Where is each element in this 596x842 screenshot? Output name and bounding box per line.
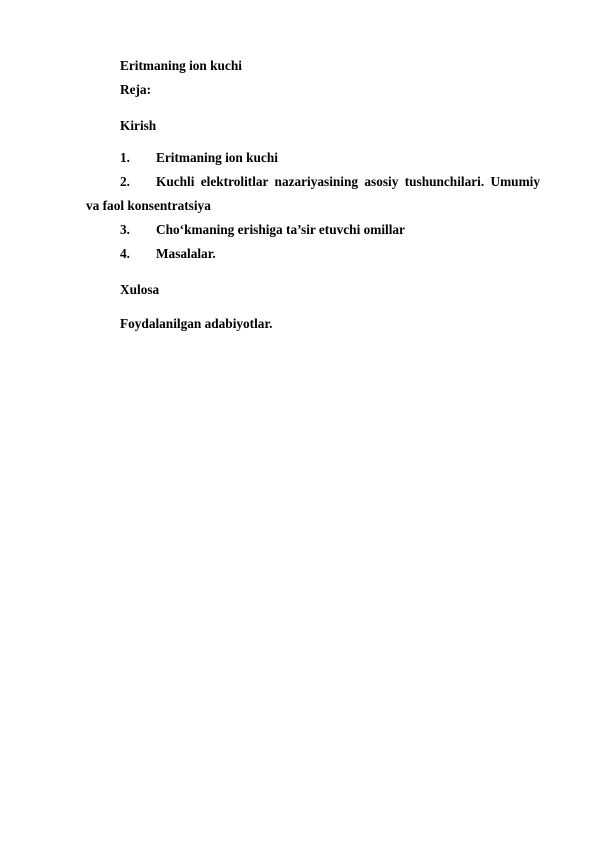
intro-heading: Kirish	[120, 118, 157, 133]
list-item-text: Kuchli elektrolitlar nazariyasining asosiy tushunchilari. Umumiy	[156, 174, 540, 189]
document-title: Eritmaning ion kuchi	[120, 58, 242, 73]
plan-label: Reja:	[120, 82, 152, 97]
list-item-number: 1.	[120, 150, 130, 165]
list-item-text: Masalalar.	[156, 246, 216, 261]
list-item-number: 3.	[120, 222, 130, 237]
list-item-number: 4.	[120, 246, 130, 261]
list-item-text: Cho‘kmaning erishiga ta’sir etuvchi omillar	[156, 222, 405, 237]
list-item-continuation: va faol konsentratsiya	[86, 198, 211, 213]
references-heading: Foydalanilgan adabiyotlar.	[120, 316, 273, 331]
list-item-text: Eritmaning ion kuchi	[156, 150, 278, 165]
list-item-number: 2.	[120, 174, 130, 189]
conclusion-heading: Xulosa	[120, 282, 160, 297]
